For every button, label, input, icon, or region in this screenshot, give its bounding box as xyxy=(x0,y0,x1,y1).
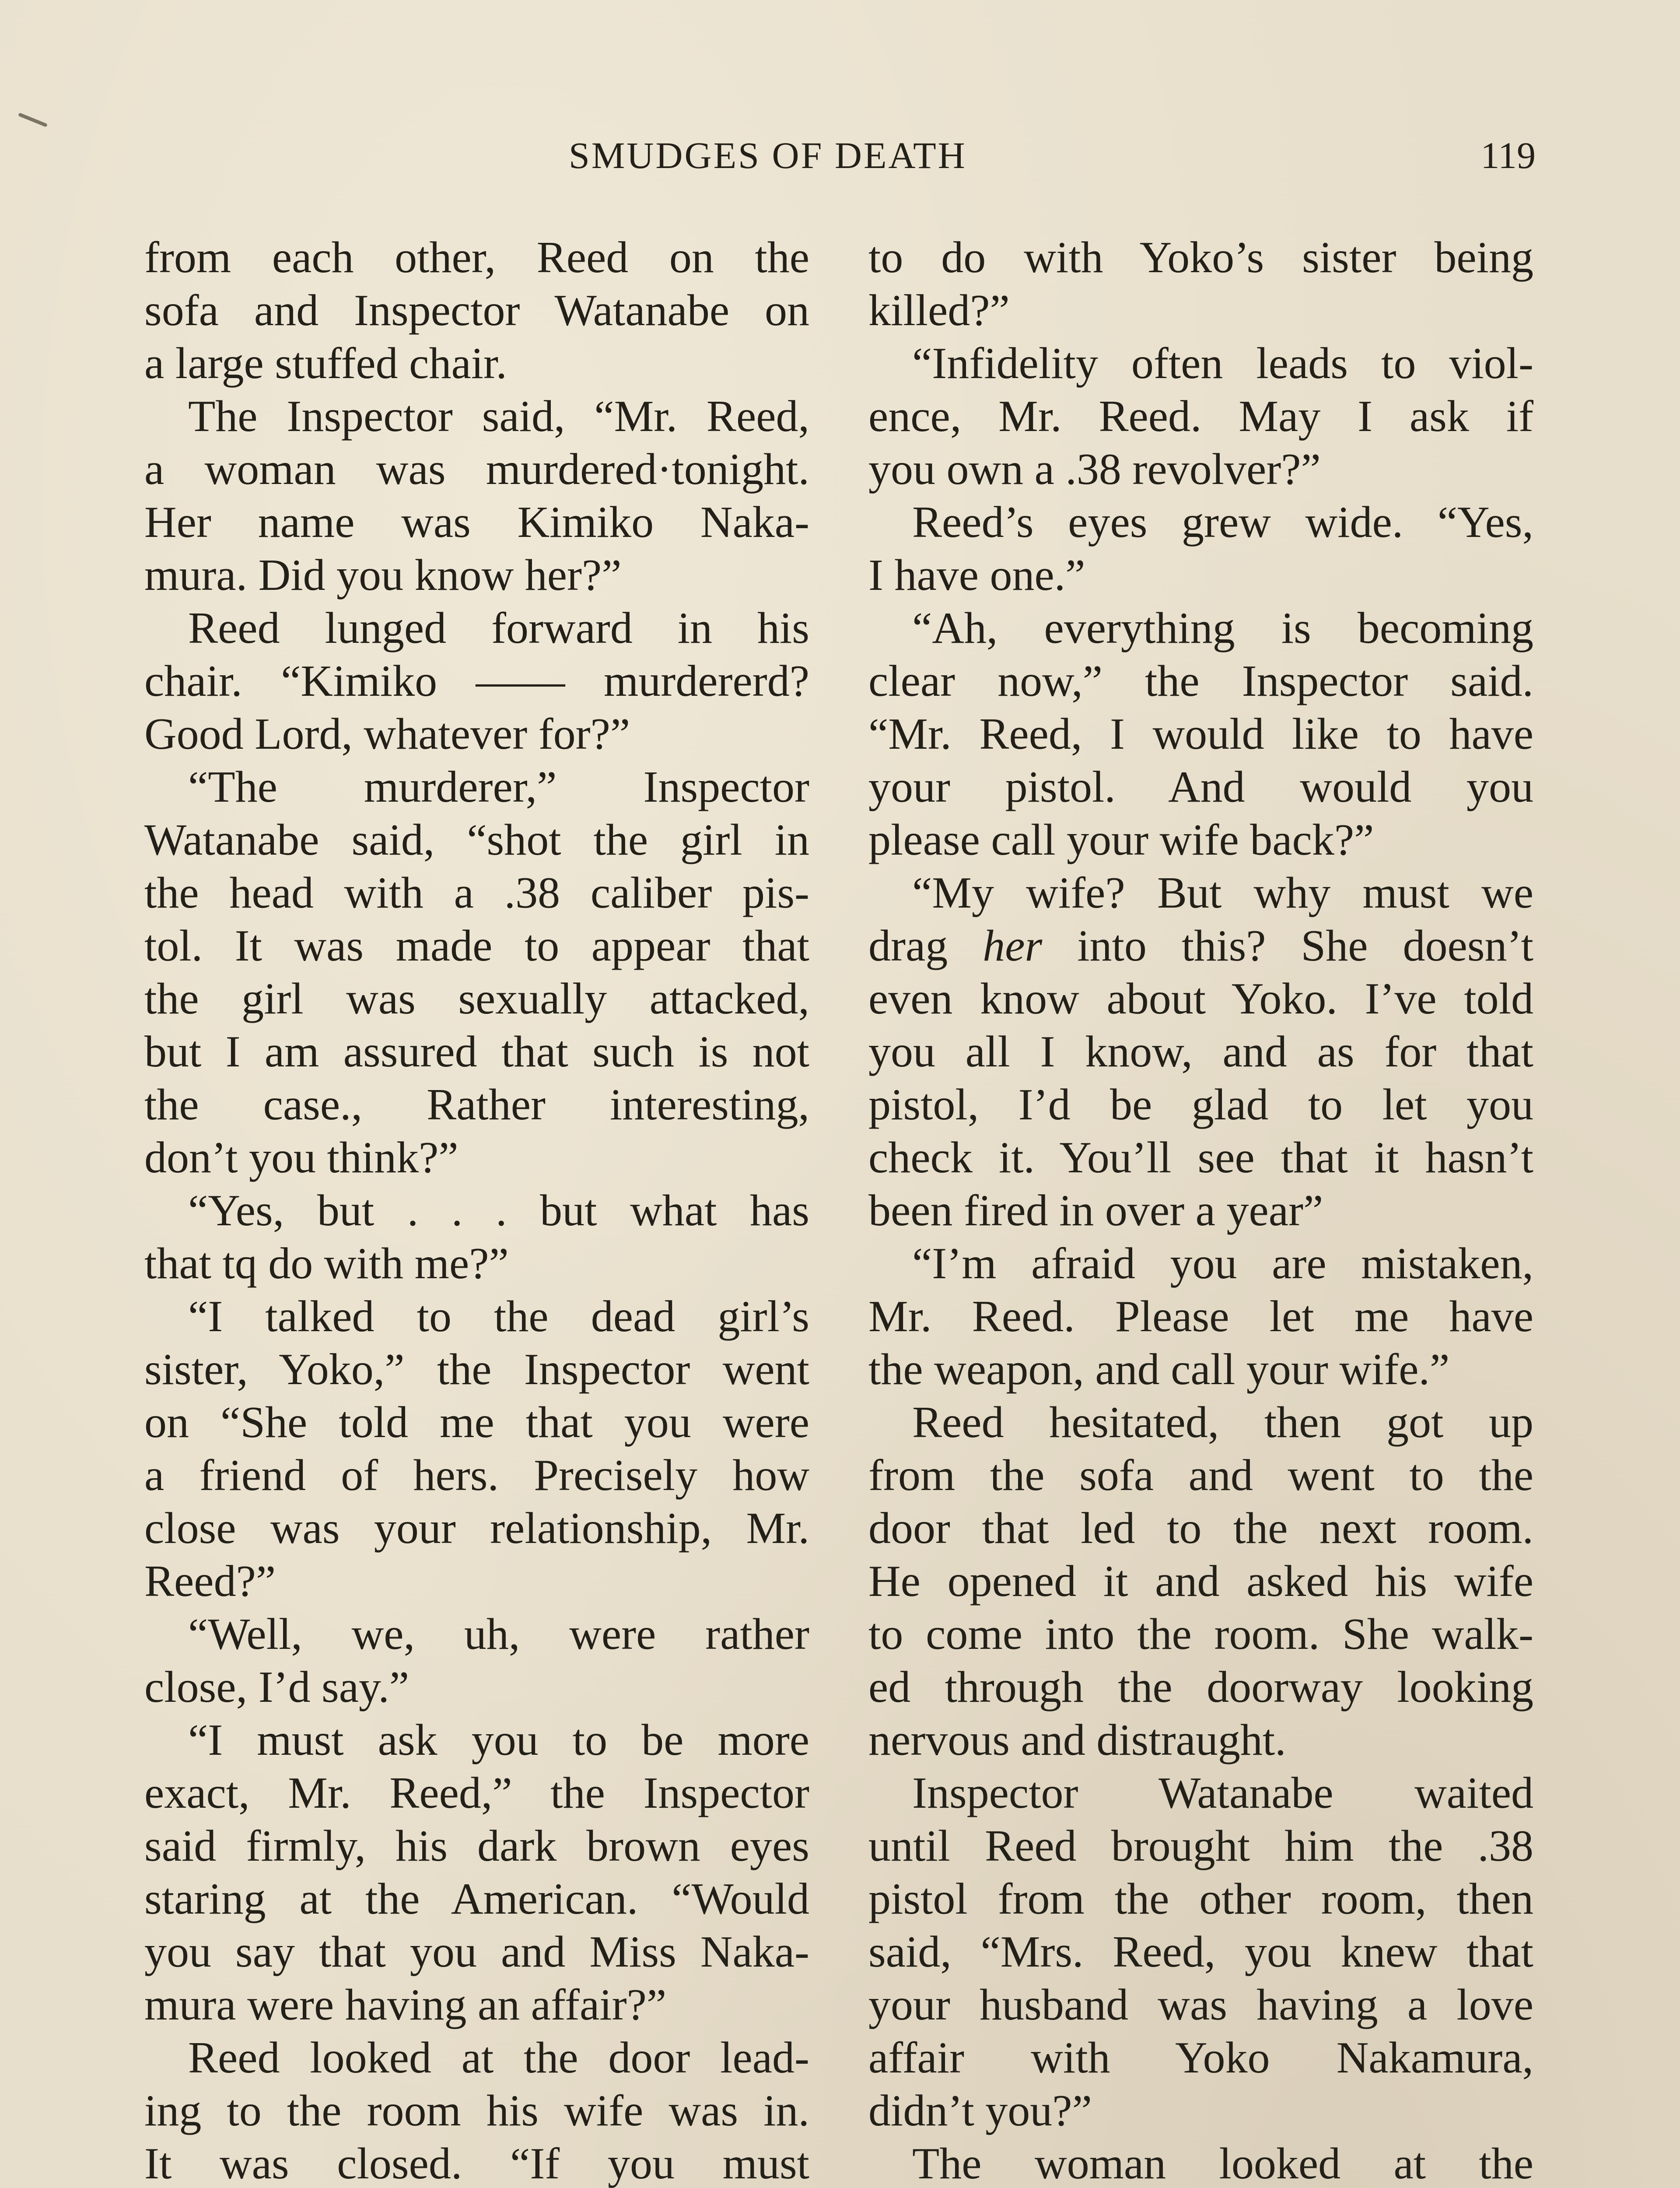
text-line: The woman looked at the xyxy=(912,2139,1533,2188)
text-line: exact, Mr. Reed,” the Inspector xyxy=(144,1768,809,1818)
text-line: your husband was having a love xyxy=(868,1980,1533,2030)
text-line: to come into the room. She walk- xyxy=(868,1609,1533,1659)
text-line: the girl was sexually attacked, xyxy=(144,974,809,1024)
text-line: you all I know, and as for that xyxy=(868,1027,1533,1076)
text-line: “I’m afraid you are mistaken, xyxy=(912,1239,1533,1288)
text-line: mura were having an affair?” xyxy=(144,1980,667,2030)
text-line: close, I’d say.” xyxy=(144,1662,410,1712)
text-line: Reed?” xyxy=(144,1557,276,1606)
text-line: on “She told me that you were xyxy=(144,1398,809,1447)
text-line: clear now,” the Inspector said. xyxy=(868,656,1533,706)
text-line: “Well, we, uh, were rather xyxy=(188,1609,809,1659)
text-line: from each other, Reed on the xyxy=(144,233,809,282)
text-line: Good Lord, whatever for?” xyxy=(144,709,630,759)
text-line: the weapon, and call your wife.” xyxy=(868,1345,1450,1394)
text-line: to do with Yoko’s sister being xyxy=(868,233,1533,282)
text-line: been fired in over a year” xyxy=(868,1186,1323,1235)
text-line: Watanabe said, “shot the girl in xyxy=(144,815,809,865)
text-line: sister, Yoko,” the Inspector went xyxy=(144,1345,809,1394)
text-line: ence, Mr. Reed. May I ask if xyxy=(868,392,1533,441)
text-line: even know about Yoko. I’ve told xyxy=(868,974,1533,1024)
text-line: the case., Rather interesting, xyxy=(144,1080,809,1129)
text-column-right xyxy=(868,231,1533,2188)
text-line: but I am assured that such is not xyxy=(144,1027,809,1076)
text-line: from the sofa and went to the xyxy=(868,1451,1533,1500)
text-line: tol. It was made to appear that xyxy=(144,921,809,971)
text-line: didn’t you?” xyxy=(868,2086,1092,2135)
text-line: that tq do with me?” xyxy=(144,1239,509,1288)
text-line: Her name was Kimiko Naka- xyxy=(144,498,809,547)
text-line: The Inspector said, “Mr. Reed, xyxy=(188,392,809,441)
text-line: don’t you think?” xyxy=(144,1133,458,1182)
text-line: drag her into this? She doesn’t xyxy=(868,921,1533,971)
ink-smudge xyxy=(18,112,48,127)
text-line: said firmly, his dark brown eyes xyxy=(144,1821,809,1871)
text-line: “I talked to the dead girl’s xyxy=(188,1292,809,1341)
text-column-left xyxy=(144,231,809,2188)
text-line: staring at the American. “Would xyxy=(144,1874,809,1924)
text-line: chair. “Kimiko —— murdererd? xyxy=(144,656,809,706)
text-line: you say that you and Miss Naka- xyxy=(144,1927,809,1977)
text-line: sofa and Inspector Watanabe on xyxy=(144,286,809,335)
text-line: a friend of hers. Precisely how xyxy=(144,1451,809,1500)
text-line: “The murderer,” Inspector xyxy=(188,762,809,812)
text-line: “Infidelity often leads to viol- xyxy=(912,339,1533,388)
text-line: Reed’s eyes grew wide. “Yes, xyxy=(912,498,1533,547)
text-line: ing to the room his wife was in. xyxy=(144,2086,809,2135)
text-line: Reed lunged forward in his xyxy=(188,603,809,653)
text-line: a woman was murdered·tonight. xyxy=(144,445,809,494)
text-line: the head with a .38 caliber pis- xyxy=(144,868,809,918)
text-line: I have one.” xyxy=(868,551,1085,600)
text-line: killed?” xyxy=(868,286,1010,335)
text-line: “Mr. Reed, I would like to have xyxy=(868,709,1533,759)
text-line: Inspector Watanabe waited xyxy=(912,1768,1533,1818)
text-line: nervous and distraught. xyxy=(868,1715,1286,1765)
text-line: “I must ask you to be more xyxy=(188,1715,809,1765)
text-line: pistol, I’d be glad to let you xyxy=(868,1080,1533,1129)
text-line: your pistol. And would you xyxy=(868,762,1533,812)
text-line: Mr. Reed. Please let me have xyxy=(868,1292,1533,1341)
text-line: “Yes, but . . . but what has xyxy=(188,1186,809,1235)
text-line: close was your relationship, Mr. xyxy=(144,1504,809,1553)
text-line: you own a .38 revolver?” xyxy=(868,445,1321,494)
text-line: please call your wife back?” xyxy=(868,815,1374,865)
text-line: affair with Yoko Nakamura, xyxy=(868,2033,1533,2083)
text-line: until Reed brought him the .38 xyxy=(868,1821,1533,1871)
text-line: Reed hesitated, then got up xyxy=(912,1398,1533,1447)
text-line: a large stuffed chair. xyxy=(144,339,507,388)
text-line: It was closed. “If you must xyxy=(144,2139,809,2188)
text-line: Reed looked at the door lead- xyxy=(188,2033,809,2083)
text-line: said, “Mrs. Reed, you knew that xyxy=(868,1927,1533,1977)
running-title: SMUDGES OF DEATH xyxy=(569,134,967,176)
text-line: ed through the doorway looking xyxy=(868,1662,1533,1712)
text-line: “My wife? But why must we xyxy=(912,868,1533,918)
text-line: door that led to the next room. xyxy=(868,1504,1533,1553)
text-line: mura. Did you know her?” xyxy=(144,551,622,600)
page-number: 119 xyxy=(1480,134,1536,176)
text-line: “Ah, everything is becoming xyxy=(912,603,1533,653)
text-line: He opened it and asked his wife xyxy=(868,1557,1533,1606)
text-line: pistol from the other room, then xyxy=(868,1874,1533,1924)
emphasis: her xyxy=(983,921,1043,971)
text-line: check it. You’ll see that it hasn’t xyxy=(868,1133,1533,1182)
